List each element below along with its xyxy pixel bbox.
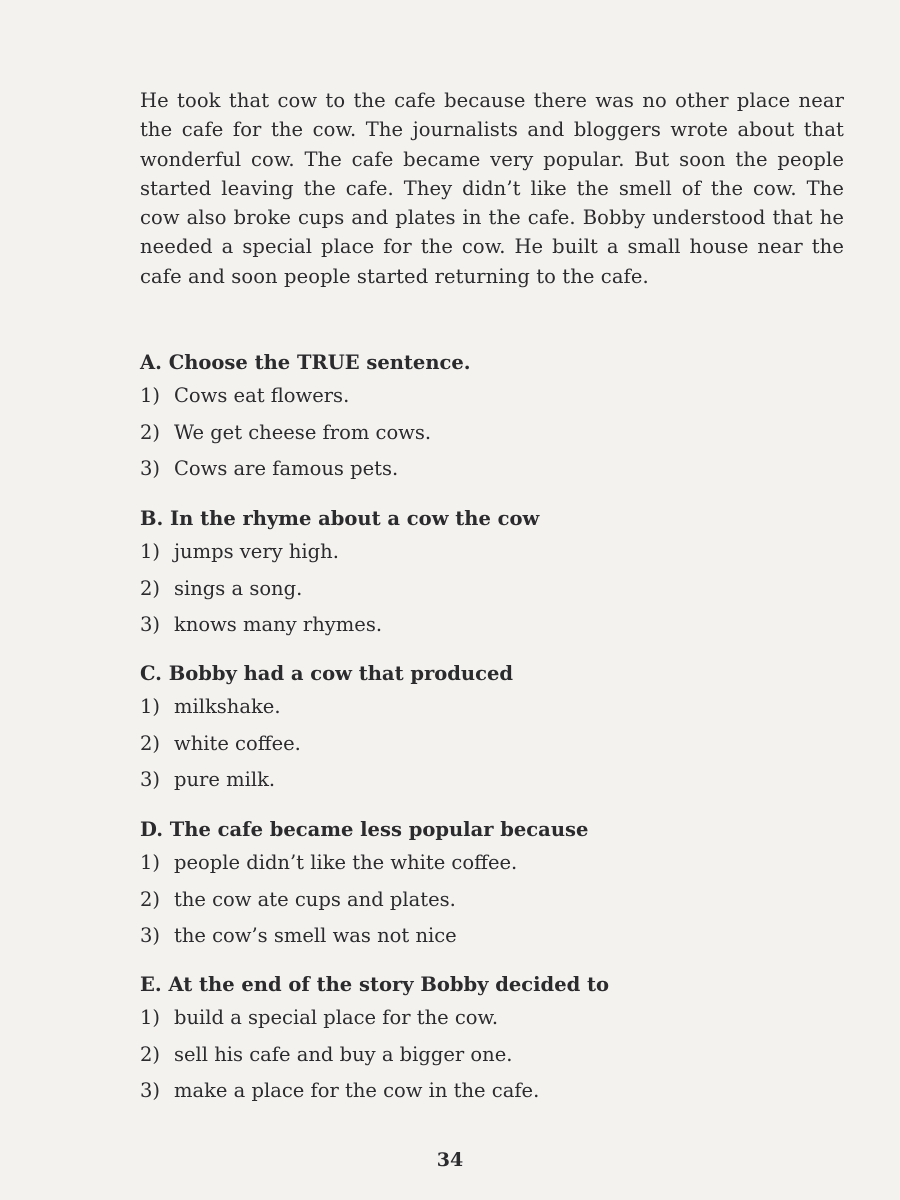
answer-option [140,384,860,421]
option-number: 1) [140,540,161,563]
answer-option [140,613,860,650]
answer-option [140,457,860,494]
answer-option [140,732,860,769]
question-title: A. Choose the TRUE sentence. [140,351,471,374]
option-number: 1) [140,384,161,407]
option-text: build a special place for the cow. [174,1006,499,1029]
answer-option [140,695,860,732]
answer-option [140,540,860,577]
option-number: 3) [140,1079,161,1103]
option-number: 2) [140,887,161,911]
option-number: 1) [140,1006,161,1029]
option-number: 3) [140,768,161,792]
option-text: make a place for the cow in the cafe. [174,1079,540,1103]
option-text: people didn’t like the white coffee. [174,851,518,874]
question-title: D. The cafe became less popular because [140,818,589,841]
option-text: sings a song. [174,576,303,600]
question-b [140,507,860,650]
option-number: 3) [140,924,161,948]
option-number: 1) [140,851,161,874]
question-d [140,818,860,961]
option-number: 3) [140,613,161,637]
option-text: sell his cafe and buy a bigger one. [174,1042,513,1066]
answer-option [140,851,860,888]
option-number: 3) [140,457,161,481]
option-text: the cow ate cups and plates. [174,887,456,911]
question-c [140,662,860,805]
question-title: B. In the rhyme about a cow the cow [140,507,540,530]
option-number: 2) [140,576,161,600]
option-text: knows many rhymes. [174,613,383,637]
question-title: C. Bobby had a cow that produced [140,662,514,685]
option-text: jumps very high. [174,540,339,563]
question-a [140,351,860,494]
answer-option [140,768,860,805]
answer-option [140,1043,860,1080]
answer-option [140,421,860,458]
option-number: 1) [140,695,161,718]
option-text: white coffee. [174,731,301,755]
answer-option [140,1079,860,1116]
answer-option [140,888,860,925]
page-number: 34 [436,1149,464,1171]
option-text: Cows eat flowers. [174,384,350,407]
answer-option [140,577,860,614]
option-number: 2) [140,1042,161,1066]
option-text: Cows are famous pets. [174,457,399,481]
option-text: milkshake. [174,695,281,718]
answer-option [140,1006,860,1043]
question-title: E. At the end of the story Bobby decided to [140,973,610,996]
option-number: 2) [140,731,161,755]
option-number: 2) [140,420,161,444]
option-text: the cow’s smell was not nice [174,924,457,948]
option-text: pure milk. [174,768,276,792]
question-e [140,973,860,1116]
answer-option [140,924,860,961]
story-passage: He took that cow to the cafe because there was no other place near the cafe for the cow. The journalists and bloggers wrote about that wonderful cow. The cafe became very popular. But soon the people started leaving the cafe. They didn’t like the smell of the cow. The cow also broke cups and plates in the cafe. Bobby understood that he needed a special place for the cow. He built a small house near the cafe and soon people started returning to the cafe. [140,89,844,288]
option-text: We get cheese from cows. [174,420,432,444]
